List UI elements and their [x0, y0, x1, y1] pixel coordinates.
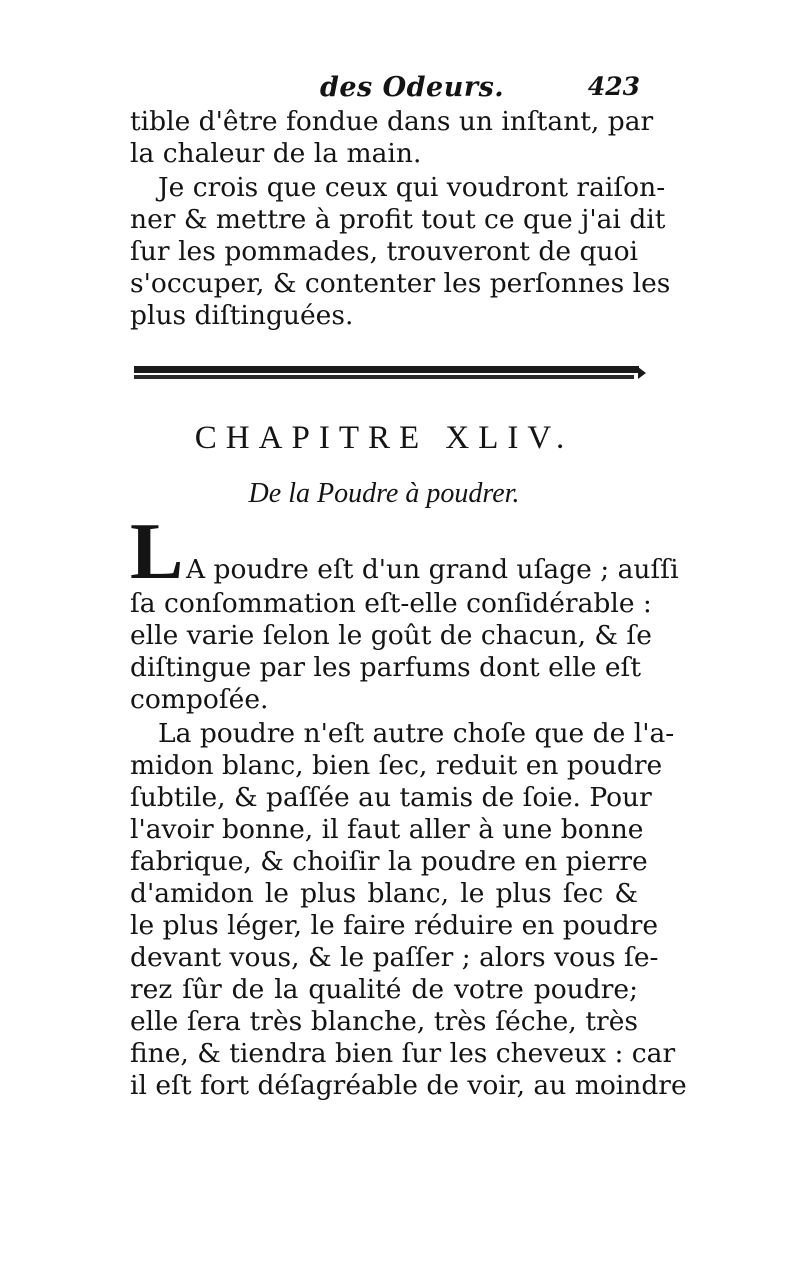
- text-line: la chaleur de la main.: [130, 138, 422, 169]
- text-line: ſur les pommades, trouveront de quoi: [130, 236, 638, 267]
- text-line: Je crois que ceux qui voudront raiſon-: [158, 172, 666, 203]
- running-title: des Odeurs.: [320, 72, 505, 103]
- running-head: [130, 72, 640, 108]
- text-line: d'amidon le plus blanc, le plus ſec &: [130, 878, 638, 909]
- chapter-subtitle: De la Poudre à poudrer.: [248, 478, 520, 509]
- text-line: plus diſtinguées.: [130, 300, 354, 331]
- chapter-heading: CHAPITRE XLIV.: [194, 420, 574, 456]
- text-line: rez ſûr de la qualité de votre poudre;: [130, 974, 638, 1005]
- text-line: diſtingue par les parfums dont elle eſt: [130, 652, 642, 683]
- text-line: tible d'être fondue dans un inſtant, par: [130, 106, 654, 137]
- text-line: l'avoir bonne, il faut aller à une bonne: [130, 814, 644, 845]
- text-line: ſa conſommation eſt-elle conſidérable :: [130, 588, 652, 619]
- text-line: La poudre n'eſt autre choſe que de l'a-: [158, 718, 675, 749]
- text-line: compoſée.: [130, 684, 269, 715]
- text-line: il eſt fort déſagréable de voir, au moindre: [130, 1070, 687, 1101]
- text-line: le plus léger, le faire réduire en poudre: [130, 910, 659, 941]
- text-line: elle varie ſelon le goût de chacun, & ſe: [130, 620, 652, 651]
- page-number: 423: [587, 72, 640, 101]
- text-line: ſubtile, & paſſée au tamis de ſoie. Pour: [130, 782, 652, 813]
- text-line: A poudre eſt d'un grand uſage ; auſſi: [186, 554, 679, 585]
- ornamental-rule: [134, 366, 646, 382]
- text-line: fabrique, & choiſir la poudre en pierre: [130, 846, 648, 877]
- drop-cap: L: [130, 508, 184, 596]
- text-line: devant vous, & le paſſer ; alors vous ſe-: [130, 942, 659, 973]
- text-line: fine, & tiendra bien ſur les cheveux : car: [130, 1038, 676, 1069]
- text-line: elle ſera très blanche, très ſéche, très: [130, 1006, 638, 1037]
- text-line: ner & mettre à profit tout ce que j'ai dit: [130, 204, 666, 235]
- text-line: midon blanc, bien ſec, reduit en poudre: [130, 750, 663, 781]
- text-line: s'occuper, & contenter les perſonnes les: [130, 268, 671, 299]
